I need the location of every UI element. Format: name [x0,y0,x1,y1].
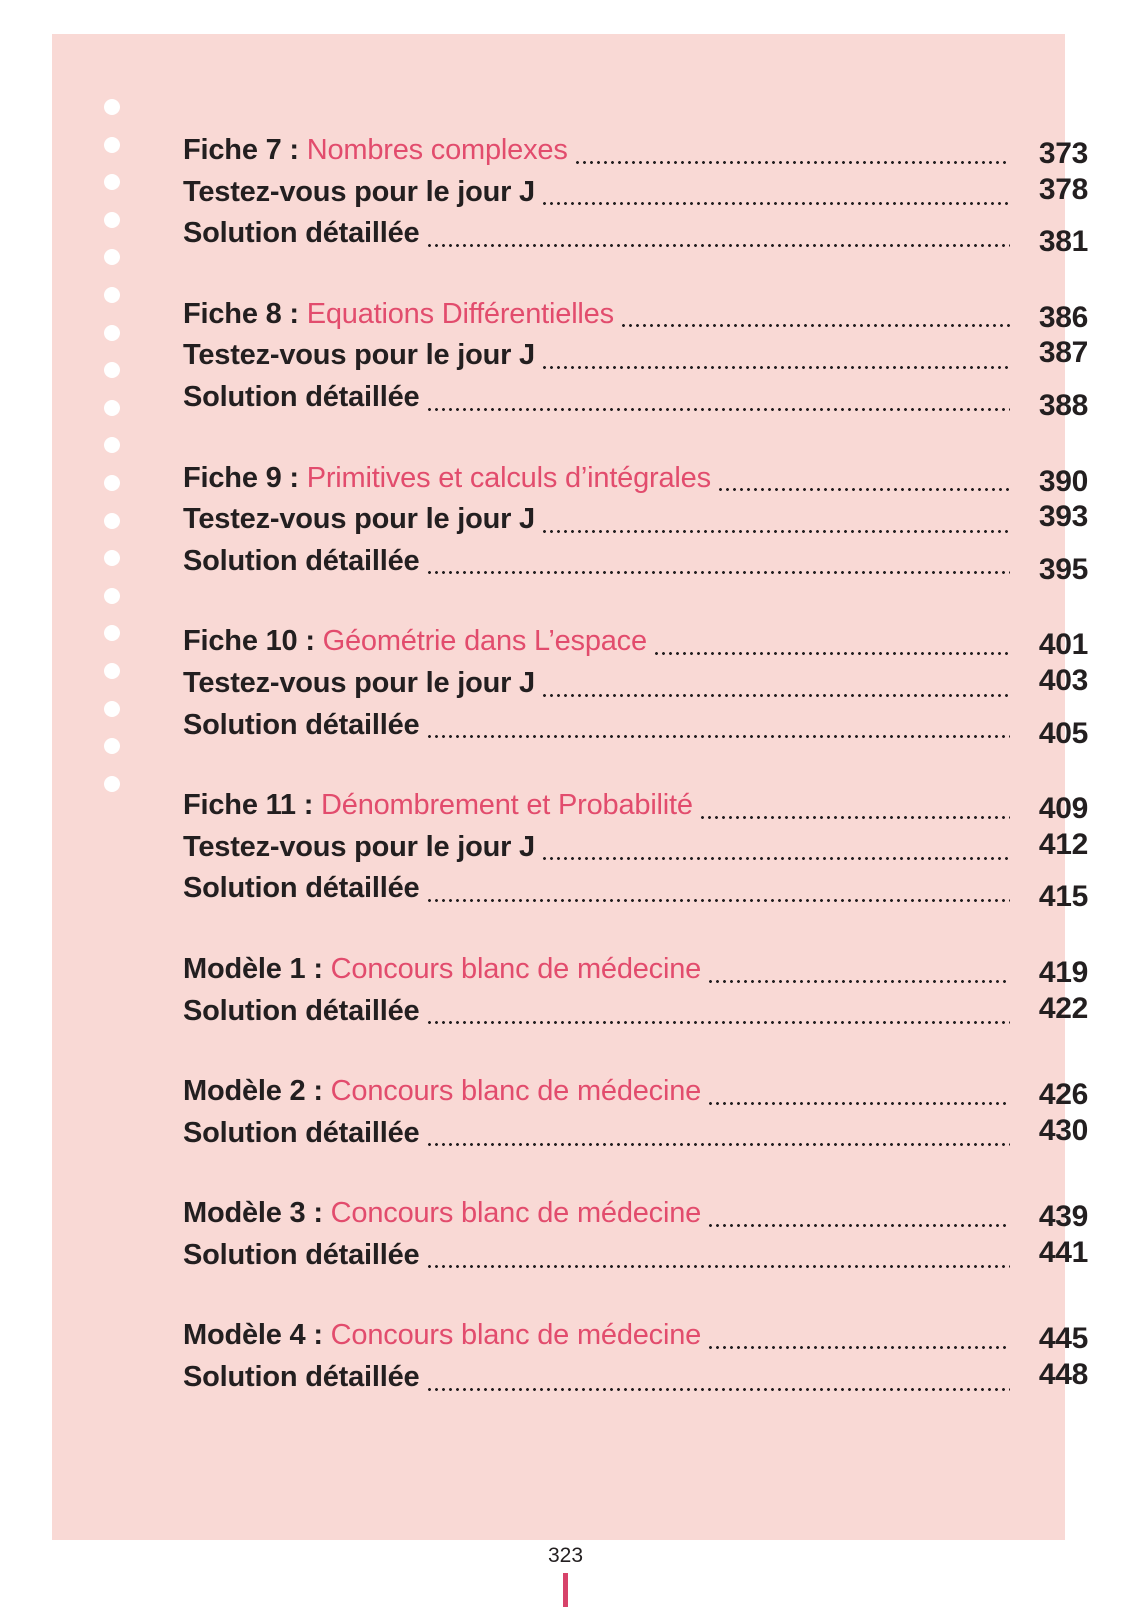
toc-entry-label: Modèle 3 : Concours blanc de médecine [183,1197,702,1230]
punched-hole-dot-icon [104,776,120,792]
toc-entry[interactable] [183,868,1088,914]
toc-leader-dots [426,1373,1011,1393]
toc-entry[interactable] [183,705,1088,750]
toc-entry-page-number: 412 [1038,827,1088,861]
toc-entry-label: Solution détaillée [183,217,420,250]
toc-entry-page-number: 388 [1038,388,1088,422]
toc-entry[interactable] [183,1357,1088,1398]
toc-leader-dots [426,884,1011,904]
punched-hole-dot-icon [104,174,120,190]
toc-entry-page-number: 419 [1038,955,1088,989]
toc-entry[interactable] [183,541,1088,586]
punched-hole-strip [99,68,125,814]
punched-hole-dot-icon [104,287,120,303]
toc-entry-page-number: 387 [1038,336,1088,370]
toc-entry-label: Solution détaillée [183,544,420,577]
punched-hole-dot-icon [104,550,120,566]
toc-entry[interactable] [183,458,1088,499]
toc-leader-dots [541,187,1010,207]
toc-entry-label: Fiche 8 : Equations Différentielles [183,297,614,330]
punched-hole-dot-icon [104,738,120,754]
toc-entry-label: Solution détaillée [183,708,420,741]
punched-hole-dot-icon [104,212,120,228]
toc-entry[interactable] [183,1071,1088,1112]
toc-leader-dots [541,679,1010,699]
toc-entry-page-number: 378 [1038,172,1088,206]
punched-hole-dot-icon [104,437,120,453]
table-of-contents [183,130,1088,1399]
toc-entry-label: Testez-vous pour le jour J [183,503,535,536]
toc-entry-label: Testez-vous pour le jour J [183,830,535,863]
toc-leader-dots [541,842,1010,862]
toc-entry[interactable] [183,785,1088,826]
toc-entry-title: Concours blanc de médecine [330,952,702,985]
toc-entry-page-number: 422 [1038,991,1088,1025]
toc-leader-dots [574,146,1010,166]
toc-group [183,1071,1088,1153]
toc-entry-page-number: 415 [1038,880,1088,914]
footer-rule-mark [563,1573,568,1607]
footer-page-number: 323 [547,1544,584,1567]
toc-leader-dots [426,1128,1011,1148]
toc-leader-dots [707,1209,1010,1229]
toc-entry-label: Fiche 10 : Géométrie dans L’espace [183,625,647,658]
toc-entry[interactable] [183,827,1088,868]
toc-entry-page-number: 381 [1038,225,1088,259]
toc-entry[interactable] [183,294,1088,335]
toc-entry-title: Equations Différentielles [306,297,614,330]
toc-entry[interactable] [183,377,1088,422]
toc-entry-label: Solution détaillée [183,1361,420,1394]
toc-group [183,785,1088,914]
toc-leader-dots [717,473,1010,493]
punched-hole-dot-icon [104,249,120,265]
toc-entry-label: Solution détaillée [183,1238,420,1271]
toc-entry-page-number: 445 [1038,1322,1088,1356]
toc-entry-page-number: 430 [1038,1113,1088,1147]
toc-entry-label: Modèle 2 : Concours blanc de médecine [183,1075,702,1108]
toc-entry-page-number: 395 [1038,552,1088,586]
toc-leader-dots [707,965,1010,985]
toc-entry[interactable] [183,130,1088,171]
punched-hole-dot-icon [104,701,120,717]
toc-group [183,1193,1088,1275]
toc-entry-page-number: 439 [1038,1200,1088,1234]
toc-entry-label: Solution détaillée [183,872,420,905]
toc-leader-dots [426,1250,1011,1270]
toc-entry[interactable] [183,499,1088,540]
punched-hole-dot-icon [104,663,120,679]
toc-entry-page-number: 401 [1038,628,1088,662]
toc-entry-page-number: 426 [1038,1078,1088,1112]
toc-leader-dots [426,720,1011,740]
toc-entry-page-number: 403 [1038,663,1088,697]
toc-entry-title: Concours blanc de médecine [330,1197,702,1230]
punched-hole-dot-icon [104,625,120,641]
page-footer [0,1545,1131,1607]
toc-entry-page-number: 393 [1038,500,1088,534]
toc-entry[interactable] [183,949,1088,990]
toc-entry-title: Concours blanc de médecine [330,1319,702,1352]
punched-hole-dot-icon [104,588,120,604]
toc-entry-label: Solution détaillée [183,380,420,413]
toc-group [183,621,1088,750]
toc-group [183,1315,1088,1397]
punched-hole-dot-icon [104,475,120,491]
punched-hole-dot-icon [104,325,120,341]
punched-hole-dot-icon [104,400,120,416]
toc-leader-dots [653,637,1010,657]
toc-leader-dots [426,229,1011,249]
toc-entry-page-number: 409 [1038,792,1088,826]
toc-leader-dots [541,351,1010,371]
toc-entry-page-number: 405 [1038,716,1088,750]
toc-entry-label: Fiche 7 : Nombres complexes [183,134,568,166]
toc-entry-label: Fiche 9 : Primitives et calculs d’intégrales [183,461,711,494]
toc-entry-label: Solution détaillée [183,1116,420,1149]
punched-hole-dot-icon [104,362,120,378]
toc-entry-title: Dénombrement et Probabilité [321,789,693,822]
toc-leader-dots [426,393,1011,413]
toc-group [183,458,1088,586]
toc-entry-label: Solution détaillée [183,994,420,1027]
toc-entry[interactable] [183,1113,1088,1154]
toc-group [183,294,1088,422]
toc-entry-page-number: 390 [1038,464,1088,498]
toc-group [183,949,1088,1031]
toc-entry[interactable] [183,172,1088,213]
toc-leader-dots [699,801,1010,821]
toc-group [183,130,1088,259]
toc-entry-label: Modèle 4 : Concours blanc de médecine [183,1319,702,1352]
punched-hole-dot-icon [104,99,120,115]
toc-entry-label: Fiche 11 : Dénombrement et Probabilité [183,789,693,822]
toc-entry[interactable] [183,213,1088,259]
punched-hole-dot-icon [104,513,120,529]
toc-entry-page-number: 373 [1038,137,1088,170]
toc-leader-dots [426,1006,1011,1026]
punched-hole-dot-icon [104,137,120,153]
toc-entry-title: Géométrie dans L’espace [322,625,647,658]
toc-entry-title: Primitives et calculs d’intégrales [306,461,711,494]
toc-leader-dots [707,1087,1010,1107]
toc-leader-dots [707,1331,1010,1351]
toc-entry-page-number: 441 [1038,1235,1088,1269]
toc-entry[interactable] [183,991,1088,1032]
toc-page-panel [52,34,1088,1540]
toc-entry[interactable] [183,1235,1088,1276]
toc-entry-title: Nombres complexes [306,134,568,166]
toc-entry[interactable] [183,1193,1088,1234]
toc-leader-dots [426,556,1011,576]
toc-entry-label: Testez-vous pour le jour J [183,339,535,372]
toc-entry[interactable] [183,335,1088,376]
toc-leader-dots [541,515,1010,535]
toc-entry[interactable] [183,1315,1088,1356]
toc-entry[interactable] [183,621,1088,662]
toc-entry-label: Modèle 1 : Concours blanc de médecine [183,952,702,985]
toc-entry-page-number: 386 [1038,300,1088,334]
toc-entry[interactable] [183,663,1088,704]
toc-entry-label: Testez-vous pour le jour J [183,666,535,699]
toc-entry-page-number: 448 [1038,1358,1088,1392]
toc-entry-title: Concours blanc de médecine [330,1075,702,1108]
toc-leader-dots [620,309,1010,329]
toc-entry-label: Testez-vous pour le jour J [183,175,535,208]
